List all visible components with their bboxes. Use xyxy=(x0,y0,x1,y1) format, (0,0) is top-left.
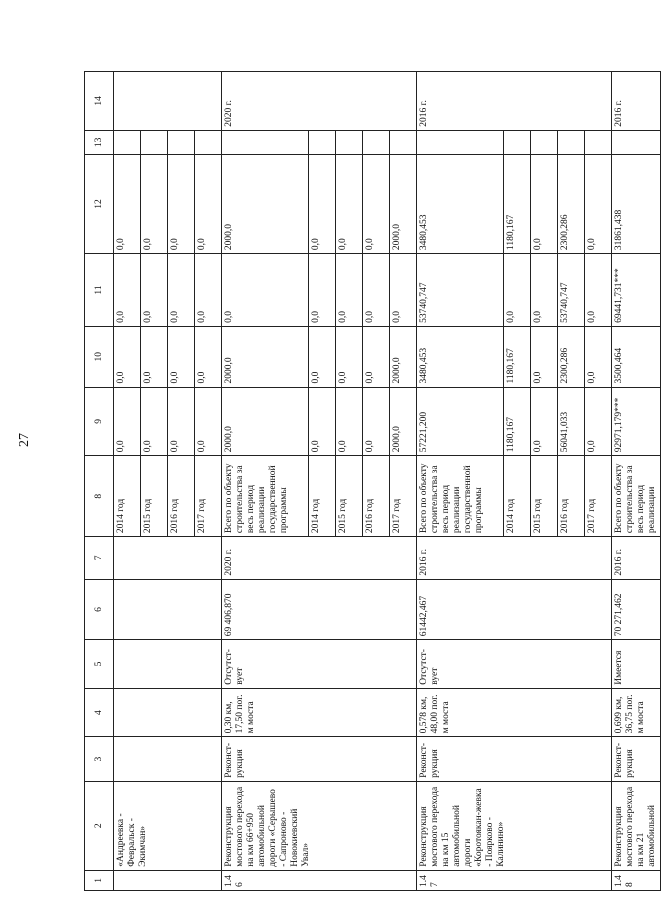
year-label: 2014 год xyxy=(309,456,336,537)
entry-number: 1.47 xyxy=(417,870,612,890)
work-type: Реконст-рукция xyxy=(417,737,612,781)
value-cell: 2300,286 xyxy=(558,155,585,254)
column-number: 13 xyxy=(85,130,114,154)
total-label: Всего по объекту строительства за весь период реализации государственной программы xyxy=(417,456,504,537)
table-row xyxy=(222,72,309,891)
column-number: 8 xyxy=(85,456,114,537)
value-cell: 0,0 xyxy=(141,254,168,327)
value-cell: 0,0 xyxy=(309,155,336,254)
value-cell: 2000,0 xyxy=(222,155,309,254)
cell-num xyxy=(114,870,222,890)
value-cell: 53740,747 xyxy=(417,254,504,327)
value-cell: 0,0 xyxy=(309,326,336,387)
design-docs: Отсутст-вует xyxy=(417,640,612,689)
capacity: 0,699 км, 36,75 пог. м моста xyxy=(612,688,661,737)
cell-empty xyxy=(114,640,222,689)
value-cell: 0,0 xyxy=(195,387,222,456)
cell-empty xyxy=(612,130,661,154)
table-row xyxy=(417,72,504,891)
column-number: 11 xyxy=(85,254,114,327)
column-number-row xyxy=(85,72,114,891)
cell-empty xyxy=(168,130,195,154)
value-cell: 0,0 xyxy=(222,254,309,327)
work-type: Реконст-рукция xyxy=(612,737,661,781)
value-cell: 0,0 xyxy=(531,326,558,387)
value-cell: 2000,0 xyxy=(222,326,309,387)
cell-empty xyxy=(531,130,558,154)
cell-empty xyxy=(141,130,168,154)
cell-empty xyxy=(114,537,222,579)
column-number: 14 xyxy=(85,72,114,131)
cell-empty xyxy=(114,579,222,640)
value-cell: 0,0 xyxy=(168,254,195,327)
total-label: Всего по объекту строительства за весь период реализации государственной программы xyxy=(222,456,309,537)
value-cell: 0,0 xyxy=(585,387,612,456)
column-number: 12 xyxy=(85,155,114,254)
value-cell: 0,0 xyxy=(114,387,141,456)
cell-empty xyxy=(417,130,504,154)
object-name: «Андреевка - Февральск - Экимчан» xyxy=(114,781,222,870)
object-name: Реконструкция мостового перехода на км 15 автомобильной дороги «Коротоякан-жевка - Поярково - Калинино» xyxy=(417,781,612,870)
cell-empty xyxy=(114,72,222,131)
value-cell: 92971,179*** xyxy=(612,387,661,456)
value-cell: 0,0 xyxy=(336,155,363,254)
value-cell: 0,0 xyxy=(168,155,195,254)
capacity: 0,30 км, 17,50 пог. м моста xyxy=(222,688,417,737)
value-cell: 0,0 xyxy=(585,326,612,387)
cell-empty xyxy=(195,130,222,154)
year-label: 2014 год xyxy=(504,456,531,537)
value-cell: 56041,033 xyxy=(558,387,585,456)
year-label: 2014 год xyxy=(114,456,141,537)
value-cell: 2300,286 xyxy=(558,326,585,387)
column-number: 7 xyxy=(85,537,114,579)
design-docs: Отсутст-вует xyxy=(222,640,417,689)
year-label: 2017 год xyxy=(585,456,612,537)
commission-year: 2016 г. xyxy=(612,537,661,579)
cell-empty xyxy=(114,688,222,737)
value-cell: 2000,0 xyxy=(390,155,417,254)
cell-empty xyxy=(585,130,612,154)
value-cell: 0,0 xyxy=(309,254,336,327)
value-cell: 1180,167 xyxy=(504,326,531,387)
design-docs: Имеется xyxy=(612,640,661,689)
cell-empty xyxy=(222,130,309,154)
value-cell: 31861,438 xyxy=(612,155,661,254)
value-cell: 0,0 xyxy=(336,387,363,456)
object-name: Реконструкция мостового перехода на км 66+950 автомобильной дороги «Серышево - Сапроново - Новокиевский Увал» xyxy=(222,781,417,870)
value-cell: 0,0 xyxy=(141,326,168,387)
column-number: 1 xyxy=(85,870,114,890)
estimated-cost: 61442,467 xyxy=(417,579,612,640)
value-cell: 2000,0 xyxy=(390,326,417,387)
value-cell: 0,0 xyxy=(336,254,363,327)
value-cell: 57221,200 xyxy=(417,387,504,456)
value-cell: 0,0 xyxy=(531,387,558,456)
cell-empty xyxy=(114,737,222,781)
estimated-cost: 69 406,870 xyxy=(222,579,417,640)
year-label: 2015 год xyxy=(531,456,558,537)
column-number: 9 xyxy=(85,387,114,456)
column-number: 6 xyxy=(85,579,114,640)
value-cell: 0,0 xyxy=(114,155,141,254)
entry-number: 1.46 xyxy=(222,870,417,890)
column-number: 5 xyxy=(85,640,114,689)
total-label: Всего по объекту строительства за весь период реализации xyxy=(612,456,661,537)
year-label: 2016 год xyxy=(363,456,390,537)
value-cell: 0,0 xyxy=(336,326,363,387)
year-label: 2017 год xyxy=(195,456,222,537)
cell-empty xyxy=(390,130,417,154)
value-cell: 0,0 xyxy=(504,254,531,327)
page-number: 27 xyxy=(17,433,32,447)
value-cell: 0,0 xyxy=(114,254,141,327)
cell-empty xyxy=(336,130,363,154)
value-cell: 0,0 xyxy=(168,387,195,456)
year-label: 2015 год xyxy=(336,456,363,537)
value-cell: 1180,167 xyxy=(504,155,531,254)
value-cell: 0,0 xyxy=(195,254,222,327)
commission-year: 2016 г. xyxy=(417,537,612,579)
commission-year: 2020 г. xyxy=(222,537,417,579)
rotated-table-sheet xyxy=(84,71,657,891)
object-name: Реконструкция мостового перехода на км 21 автомобильной xyxy=(612,781,661,870)
value-cell: 0,0 xyxy=(141,387,168,456)
completion-year: 2016 г. xyxy=(417,72,612,131)
cell-empty xyxy=(114,130,141,154)
value-cell: 2000,0 xyxy=(222,387,309,456)
value-cell: 3480,453 xyxy=(417,326,504,387)
value-cell: 0,0 xyxy=(114,326,141,387)
table-row xyxy=(612,72,661,891)
completion-year: 2016 г. xyxy=(612,72,661,131)
column-number: 10 xyxy=(85,326,114,387)
value-cell: 0,0 xyxy=(585,254,612,327)
cell-empty xyxy=(363,130,390,154)
value-cell: 69441,731*** xyxy=(612,254,661,327)
value-cell: 1180,167 xyxy=(504,387,531,456)
value-cell: 0,0 xyxy=(363,387,390,456)
investment-table xyxy=(84,71,661,891)
cell-empty xyxy=(309,130,336,154)
value-cell: 0,0 xyxy=(141,155,168,254)
completion-year: 2020 г. xyxy=(222,72,417,131)
value-cell: 0,0 xyxy=(531,254,558,327)
capacity: 0,578 км, 48,00 пог. м моста xyxy=(417,688,612,737)
value-cell: 3480,453 xyxy=(417,155,504,254)
value-cell: 0,0 xyxy=(363,254,390,327)
value-cell: 0,0 xyxy=(390,254,417,327)
value-cell: 3500,464 xyxy=(612,326,661,387)
year-label: 2015 год xyxy=(141,456,168,537)
entry-number: 1.48 xyxy=(612,870,661,890)
column-number: 2 xyxy=(85,781,114,870)
value-cell: 0,0 xyxy=(309,387,336,456)
column-number: 4 xyxy=(85,688,114,737)
value-cell: 0,0 xyxy=(168,326,195,387)
value-cell: 0,0 xyxy=(585,155,612,254)
estimated-cost: 70 271,462 xyxy=(612,579,661,640)
year-label: 2016 год xyxy=(168,456,195,537)
year-label: 2017 год xyxy=(390,456,417,537)
year-label: 2016 год xyxy=(558,456,585,537)
value-cell: 2000,0 xyxy=(390,387,417,456)
value-cell: 0,0 xyxy=(363,326,390,387)
value-cell: 0,0 xyxy=(195,326,222,387)
value-cell: 53740,747 xyxy=(558,254,585,327)
work-type: Реконст-рукция xyxy=(222,737,417,781)
column-number: 3 xyxy=(85,737,114,781)
value-cell: 0,0 xyxy=(363,155,390,254)
cell-empty xyxy=(558,130,585,154)
value-cell: 0,0 xyxy=(531,155,558,254)
table-row xyxy=(114,72,141,891)
cell-empty xyxy=(504,130,531,154)
value-cell: 0,0 xyxy=(195,155,222,254)
